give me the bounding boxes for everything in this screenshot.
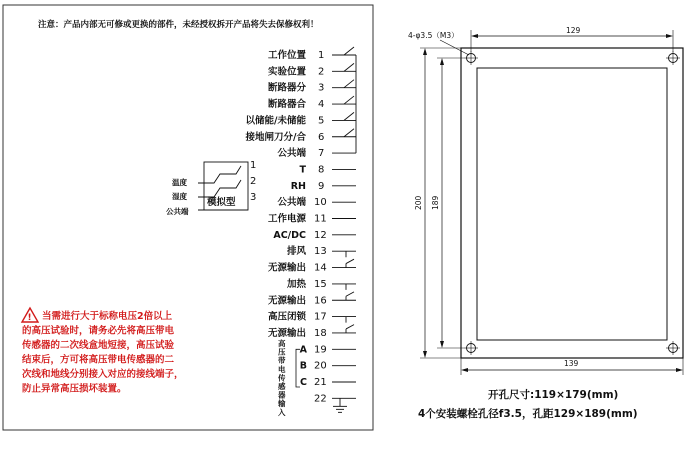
mounting-drawing <box>408 26 683 375</box>
warning-line: 的高压试验时，请务必先将高压带电 <box>22 325 175 337</box>
warning-line: 次线和地线分别接入对应的接线端子， <box>22 369 184 380</box>
terminal-row <box>277 196 356 208</box>
terminal-number: 11 <box>314 213 327 225</box>
terminal-number: 20 <box>314 360 327 372</box>
sensor-model-label: 模拟型 <box>207 197 236 208</box>
terminal-row <box>268 262 356 274</box>
hv-label-char: 带 <box>278 356 286 366</box>
sensor-temp-label: 温度 <box>172 178 187 187</box>
terminal-label: 无源输出 <box>267 295 306 307</box>
terminal-row <box>268 65 356 77</box>
dim-width-top: 129 <box>566 26 581 35</box>
terminal-row <box>300 377 356 388</box>
terminal-number: 5 <box>318 115 325 127</box>
terminal-label: C <box>300 377 307 388</box>
dim-width-bottom: 139 <box>564 359 579 368</box>
sensor-humid-label: 湿度 <box>172 192 187 201</box>
terminal-row <box>314 393 356 404</box>
hv-label-char: 器 <box>278 390 286 400</box>
terminal-row <box>246 114 356 126</box>
hv-label-char: 输 <box>278 399 286 409</box>
terminal-number: 16 <box>314 295 327 307</box>
hv-label-char: 电 <box>278 364 286 374</box>
terminal-number: 6 <box>318 131 325 143</box>
terminal-number: 7 <box>318 148 325 160</box>
terminal-row <box>268 327 356 339</box>
hv-label-char: 感 <box>278 382 286 391</box>
terminal-label: 断路器分 <box>267 82 306 94</box>
terminal-number: 10 <box>314 197 327 209</box>
cutout-outline <box>477 68 667 340</box>
terminal-label: 公共端 <box>277 197 306 209</box>
terminal-number: 17 <box>314 311 327 323</box>
ground-icon <box>333 398 347 412</box>
sensor-pin-1: 1 <box>250 160 257 171</box>
terminal-label: 公共端 <box>277 148 306 160</box>
terminal-row <box>268 82 356 94</box>
dim-height-outer: 200 <box>414 195 423 210</box>
terminal-label: 以储能/未储能 <box>245 115 306 127</box>
terminal-number: 9 <box>318 180 325 192</box>
warning-exclaim: ! <box>27 313 32 323</box>
terminal-row <box>300 344 356 355</box>
sensor-pin-2: 2 <box>250 176 257 187</box>
terminal-number: 22 <box>314 393 327 405</box>
terminal-label: AC/DC <box>273 229 306 241</box>
terminal-row <box>268 311 356 323</box>
hv-sensor-input-label <box>277 338 286 417</box>
terminal-number: 21 <box>314 377 327 388</box>
terminal-row <box>300 164 356 175</box>
mounting-hole <box>666 51 680 65</box>
terminal-row <box>291 181 356 192</box>
terminal-label: 无源输出 <box>267 327 306 339</box>
terminal-label: 高压闭锁 <box>267 311 306 323</box>
terminal-label: 排风 <box>286 246 306 258</box>
warning-line: 结束后，方可将高压带电传感器的二 <box>22 354 175 366</box>
terminal-label: 接地闸刀分/合 <box>245 131 306 143</box>
hv-label-char: 传 <box>278 373 286 383</box>
terminal-number: 15 <box>314 278 327 290</box>
terminal-number: 3 <box>318 82 325 94</box>
terminal-row <box>300 361 356 372</box>
terminal-row <box>268 294 356 306</box>
terminal-number: 18 <box>314 327 327 339</box>
terminal-number: 12 <box>314 229 327 241</box>
terminal-row <box>268 213 356 225</box>
terminal-row <box>286 245 356 257</box>
mounting-hole <box>464 341 478 355</box>
terminal-row <box>277 147 356 159</box>
terminal-row <box>268 49 356 61</box>
terminal-label: 实验位置 <box>267 66 306 78</box>
sensor-pin-3: 3 <box>250 192 257 203</box>
mounting-hole <box>464 51 478 65</box>
warning-block <box>21 308 184 395</box>
sensor-block <box>165 160 256 216</box>
sensor-common-label: 公共端 <box>166 207 189 216</box>
warning-line: 传感器的二次线盒地短接，高压试验 <box>22 340 175 351</box>
output-contact <box>346 284 354 300</box>
terminal-row <box>268 98 356 110</box>
dim-height-inner: 189 <box>431 195 440 210</box>
terminal-label: 工作位置 <box>267 50 306 61</box>
hv-label-char: 入 <box>278 407 286 417</box>
hv-label-char: 高 <box>278 339 286 348</box>
terminal-label: 断路器合 <box>267 99 306 111</box>
terminal-number: 8 <box>318 164 325 176</box>
terminal-label: RH <box>290 180 306 192</box>
notice-text: 注意：产品内部无可修或更换的部件，未经授权拆开产品将失去保修权利！ <box>38 20 319 30</box>
output-contact <box>346 251 354 267</box>
terminal-list <box>245 47 356 412</box>
terminal-number: 2 <box>318 66 325 78</box>
warning-line: 当需进行大于标称电压2倍以上 <box>42 311 173 322</box>
terminal-label: B <box>299 360 307 372</box>
terminal-number: 14 <box>314 262 327 274</box>
terminal-label: T <box>299 164 306 176</box>
hv-label-char: 压 <box>278 347 286 357</box>
terminal-label: A <box>299 344 307 356</box>
output-contact <box>346 317 354 333</box>
mounting-hole <box>666 341 680 355</box>
terminal-number: 1 <box>318 50 325 61</box>
hole-note: 4-φ3.5（M3） <box>408 31 459 40</box>
terminal-number: 13 <box>314 246 327 258</box>
caption-bolt-holes: 4个安装螺栓孔径f3.5，孔距129×189(mm) <box>418 408 638 420</box>
terminal-row <box>286 278 356 290</box>
terminal-label: 加热 <box>286 278 306 290</box>
caption-cutout-size: 开孔尺寸:119×179(mm) <box>488 389 619 401</box>
panel-outer-outline <box>461 48 683 358</box>
terminal-label: 无源输出 <box>267 262 306 274</box>
terminal-label: 工作电源 <box>267 213 306 225</box>
terminal-row <box>245 131 356 143</box>
terminal-number: 19 <box>314 344 327 356</box>
warning-line: 防止异常高压损坏装置。 <box>22 383 127 395</box>
terminal-row <box>273 230 356 241</box>
terminal-number: 4 <box>318 99 325 111</box>
